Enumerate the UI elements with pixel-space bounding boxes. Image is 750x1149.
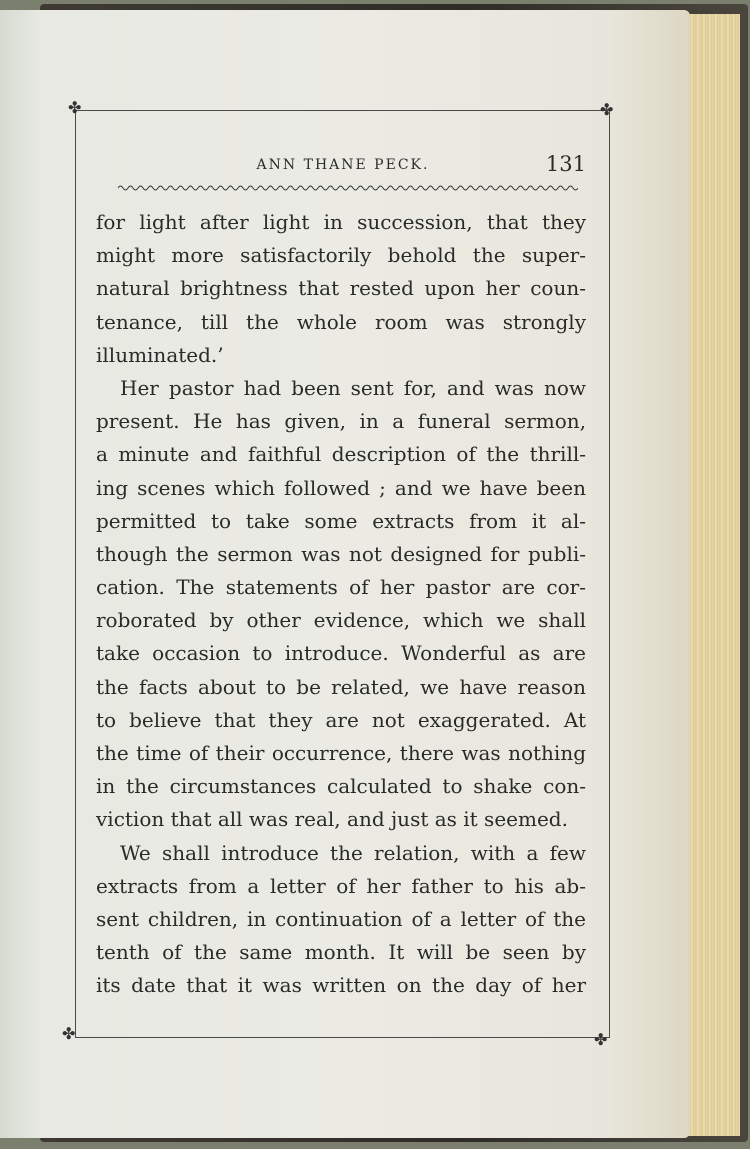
text-line: present. He has given, in a funeral sermon, [96,409,586,434]
text-line: extracts from a letter of her father to his ab- [96,873,586,898]
corner-ornament-icon: ✤ [68,98,82,117]
corner-ornament-icon: ✤ [594,1030,608,1049]
text-line: in the circumstances calculated to shake con- [96,774,586,799]
text-line: tenance, till the whole room was strongly [96,309,586,334]
text-line: natural brightness that rested upon her coun- [96,276,586,301]
text-line: to believe that they are not exaggerated. At [96,707,586,732]
text-line: its date that it was written on the day of her [96,973,586,998]
text-line: We shall introduce the relation, with a few [120,840,586,865]
text-line: sent children, in continuation of a letter of the [96,906,586,931]
text-line: take occasion to introduce. Wonderful as are [96,641,586,666]
running-title: ANN THANE PECK. [256,157,430,173]
text-line: cation. The statements of her pastor are cor- [96,575,586,600]
book-page [0,10,690,1138]
corner-ornament-icon: ✤ [62,1024,76,1043]
body-text [96,206,586,1003]
text-line: ing scenes which followed ; and we have been [96,475,586,500]
text-line: tenth of the same month. It will be seen by [96,940,586,965]
page-number: 131 [545,152,586,176]
text-line: though the sermon was not designed for publi- [96,541,586,566]
text-line: illuminated.’ [96,342,224,367]
text-line: the time of their occurrence, there was nothing [96,741,586,765]
text-line: permitted to take some extracts from it al- [96,508,586,533]
wavy-rule [118,184,578,192]
corner-ornament-icon: ✤ [600,100,614,119]
text-line: viction that all was real, and just as it seemed. [96,807,568,832]
text-line: the facts about to be related, we have reason [96,674,586,699]
text-line: might more satisfactorily behold the super- [96,243,586,268]
text-line: Her pastor had been sent for, and was now [120,375,586,400]
text-line: roborated by other evidence, which we shall [96,608,586,633]
text-line: a minute and faithful description of the thrill- [96,442,586,467]
running-head [100,152,586,181]
text-line: for light after light in succession, that they [96,210,586,234]
